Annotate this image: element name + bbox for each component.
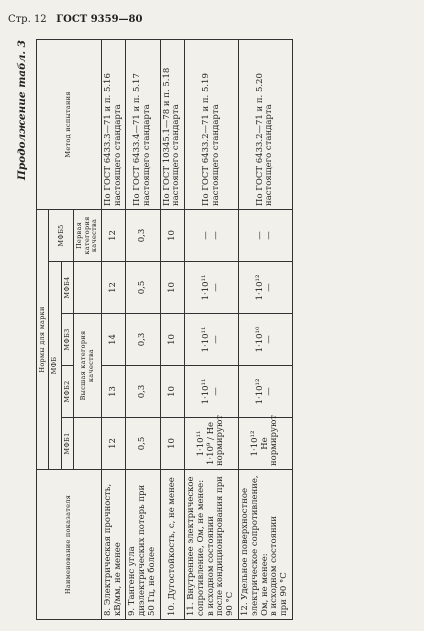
page-number: Стр. 12 xyxy=(8,14,47,25)
cell-value: 0,3 xyxy=(126,209,160,261)
cell-value-a: 1·10¹¹ xyxy=(200,378,211,405)
row-sub-a: в исходном состоянии xyxy=(269,516,280,616)
cell-value-b: — xyxy=(210,283,221,292)
row-method: По ГОСТ 6433.4—71 и п. 5.17 настоящего стандарта xyxy=(126,39,160,209)
cell-value-group xyxy=(239,262,293,314)
cell-value-a: 1·10¹² xyxy=(254,274,265,301)
header-mfb3: МФБ3 xyxy=(61,314,73,366)
cell-value-group xyxy=(185,366,239,418)
row-name: 10. Дугостойкость, с, не менее xyxy=(160,470,185,620)
cell-value-a: 1·10¹¹ xyxy=(200,326,211,353)
cell-value: 14 xyxy=(101,314,126,366)
cell-value-a: 1·10¹² xyxy=(249,430,260,457)
cell-value: 13 xyxy=(101,366,126,418)
row-method: По ГОСТ 6433.2—71 и п. 5.20 настоящего стандарта xyxy=(239,39,293,209)
page-header xyxy=(8,14,142,25)
cell-value-a: 1·10¹¹ xyxy=(195,430,206,457)
row-method: По ГОСТ 10345.1—78 и п. 5.18 настоящего стандарта xyxy=(160,39,185,209)
cell-value-b: Не нормируют xyxy=(259,414,280,466)
header-empty-cell xyxy=(74,262,101,314)
cell-value-group xyxy=(239,314,293,366)
cell-value-a: 1·10¹² xyxy=(254,378,265,405)
cell-value-b: — xyxy=(210,335,221,344)
cell-value-b: — xyxy=(264,283,275,292)
cell-value: 10 xyxy=(160,209,185,261)
gost-number: ГОСТ 9359—80 xyxy=(56,14,143,25)
cell-value: 12 xyxy=(101,262,126,314)
cell-value: 10 xyxy=(160,314,185,366)
header-quality-first: Первая категория качества xyxy=(74,209,101,261)
cell-value: 0,3 xyxy=(126,366,160,418)
cell-value: 12 xyxy=(101,209,126,261)
cell-value-group xyxy=(185,414,239,470)
cell-value-a: — xyxy=(200,231,211,240)
cell-value: 0,5 xyxy=(126,418,160,470)
header-mfb1: МФБ1 xyxy=(61,418,73,470)
row-sub-a: в исходном состоянии xyxy=(205,516,216,616)
row-name: 12. Удельное поверхностное электрическое сопротивление, Ом, не менее: xyxy=(240,475,270,616)
cell-value: 0,3 xyxy=(126,314,160,366)
table-row xyxy=(126,39,160,619)
row-method: По ГОСТ 6433.2—71 и п. 5.19 настоящего стандарта xyxy=(185,39,239,209)
header-norms: Нормы для марки xyxy=(37,209,49,469)
table-row xyxy=(185,39,239,619)
row-sub-b: при 90 °С xyxy=(279,572,290,616)
cell-value-b: — xyxy=(264,335,275,344)
cell-value: 10 xyxy=(160,418,185,470)
header-mfb4: МФБ4 xyxy=(61,262,73,314)
header-method: Метод испытания xyxy=(37,39,102,209)
header-quality-high: Высшая категория качества xyxy=(74,314,101,418)
header-name: Наименование показателя xyxy=(37,470,102,620)
cell-value-b: — xyxy=(264,387,275,396)
header-mfb-group: МФБ xyxy=(49,262,61,470)
norms-table xyxy=(36,39,293,620)
rotated-table-block xyxy=(12,40,412,620)
row-method: По ГОСТ 6433.3—71 и п. 5.16 настоящего стандарта xyxy=(101,39,126,209)
row-name: 9. Тангенс угла диэлектрических потерь при 50 Гц, не более xyxy=(126,470,160,620)
cell-value-a: 1·10¹⁰ xyxy=(254,326,265,353)
cell-value: 0,5 xyxy=(126,262,160,314)
cell-value-b: — xyxy=(264,231,275,240)
cell-value: 10 xyxy=(160,262,185,314)
header-mfb5: МФБ5 xyxy=(49,209,74,261)
table-continuation-title: Продолжение табл. 3 xyxy=(16,40,28,181)
cell-value: 10 xyxy=(160,366,185,418)
cell-value-group xyxy=(239,209,293,261)
row-name-group xyxy=(185,470,239,620)
cell-value-group xyxy=(239,366,293,418)
header-mfb2: МФБ2 xyxy=(61,366,73,418)
cell-value-b: 1·10⁹ / Не нормируют xyxy=(205,414,226,466)
row-name-group xyxy=(239,470,293,620)
cell-value-group xyxy=(185,209,239,261)
row-name: 11. Внутреннее электрическое сопротивление, Ом, не менее: xyxy=(186,476,206,616)
header-empty-cell xyxy=(74,418,101,470)
row-name: 8. Электрическая прочность, кВ/мм, не менее xyxy=(101,470,126,620)
cell-value-b: — xyxy=(210,387,221,396)
cell-value: 12 xyxy=(101,418,126,470)
cell-value-a: 1·10¹¹ xyxy=(200,274,211,301)
cell-value-b: — xyxy=(210,231,221,240)
cell-value-group xyxy=(239,414,293,470)
cell-value-a: — xyxy=(254,231,265,240)
table-row xyxy=(160,39,185,619)
table-row xyxy=(239,39,293,619)
row-sub-b: после кондиционирования при 90 °С xyxy=(215,476,236,616)
cell-value-group xyxy=(185,314,239,366)
table-row xyxy=(101,39,126,619)
cell-value-group xyxy=(185,262,239,314)
